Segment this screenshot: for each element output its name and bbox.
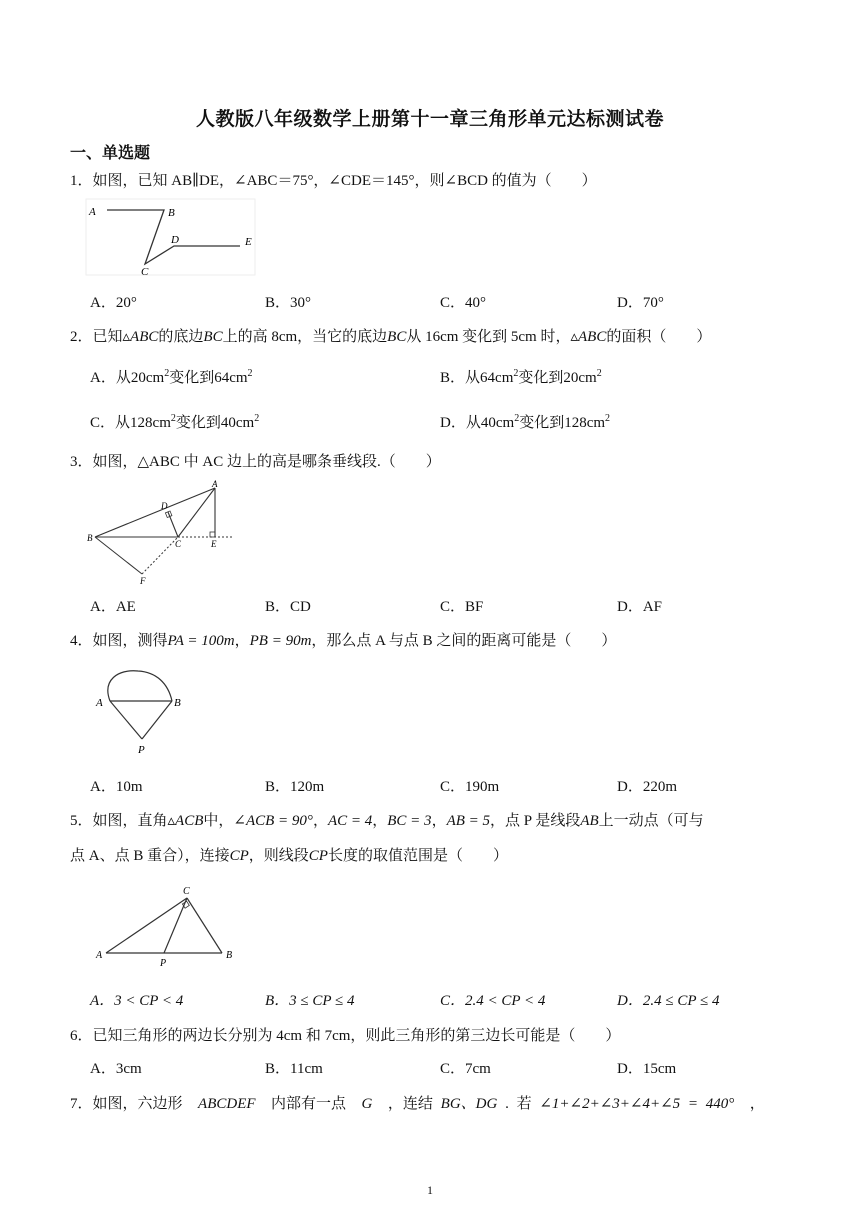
option-b: B．30° [265, 295, 312, 311]
option-c: C．40° [440, 295, 487, 311]
figure-label: C [183, 886, 190, 897]
option-b: B．120m [265, 779, 325, 795]
question-1-text: 1．如图，已知 AB∥DE，∠ABC＝75°，∠CDE＝145°，则∠BCD 的值为（ ） [70, 173, 597, 189]
option-d: D．70° [617, 295, 664, 311]
option-c: C．2.4 < CP < 4 [440, 993, 546, 1009]
option-a: A．3cm [90, 1061, 142, 1077]
figure-label: C [141, 266, 149, 278]
figure-label: A [96, 697, 103, 709]
figure-label: A [96, 950, 103, 961]
option-c: C．190m [440, 779, 500, 795]
question-6-text: 6．已知三角形的两边长分别为 4cm 和 7cm，则此三角形的第三边长可能是（ ） [70, 1028, 621, 1044]
option-a: A．20° [90, 295, 137, 311]
option-d: D．220m [617, 779, 678, 795]
question-3-text: 3．如图，△ABC 中 AC 边上的高是哪条垂线段.（ ） [70, 454, 441, 470]
figure-label: B [226, 950, 233, 961]
option-d: D．AF [617, 599, 663, 615]
question-1-figure [85, 198, 260, 280]
question-4-text: 4．如图，测得PA = 100m，PB = 90m，那么点 A 与点 B 之间的距离可能是（ ） [70, 633, 617, 649]
figure-label: P [138, 744, 145, 756]
question-5-text-line-2: 点 A、点 B 重合），连接CP，则线段CP长度的取值范围是（ ） [70, 848, 508, 864]
figure-label: C [175, 539, 182, 549]
figure-label: P [160, 958, 167, 969]
option-a: A．10m [90, 779, 143, 795]
figure-label: B [87, 533, 93, 543]
question-3-figure [85, 478, 245, 588]
section-heading: 一、单选题 [70, 143, 151, 162]
option-c: C．7cm [440, 1061, 491, 1077]
option-a: A．3 < CP < 4 [90, 993, 184, 1009]
question-4-figure [90, 665, 200, 757]
option-a: A．从$20cm^2$变化到$64cm^2$ [90, 368, 253, 386]
figure-label: E [211, 539, 217, 549]
figure-label: D [171, 234, 179, 246]
option-b: B．11cm [265, 1061, 323, 1077]
option-c: C．BF [440, 599, 484, 615]
figure-label: B [174, 697, 181, 709]
question-2-text: 2．已知▵ABC的底边BC上的高 8cm，当它的底边BC从 16cm 变化到 5cm 时，▵ABC的面积（ ） [70, 329, 712, 345]
option-b: B．3 ≤ CP ≤ 4 [265, 993, 355, 1009]
document-title: 人教版八年级数学上册第十一章三角形单元达标测试卷 [195, 108, 664, 130]
figure-label: F [140, 576, 146, 586]
figure-label: D [161, 501, 168, 511]
option-c: C．从$128cm^2$变化到$40cm^2$ [90, 413, 260, 431]
figure-label: E [245, 236, 252, 248]
option-b: B．CD [265, 599, 311, 615]
figure-label: A [89, 206, 96, 218]
question-5-text: 5．如图，直角▵ACB中，∠ACB = 90°，AC = 4，BC = 3，AB = 5，点 P 是线段AB上一动点（可与 [70, 813, 704, 829]
option-d: D．15cm [617, 1061, 677, 1077]
figure-label: A [212, 479, 218, 489]
option-d: D．从$40cm^2$变化到$128cm^2$ [440, 413, 611, 431]
question-7-text: 7．如图，六边形 ABCDEF 内部有一点 G ，连结 BG、DG . 若 ∠1+∠2+∠3+∠4+∠5 = 440° ， [70, 1096, 765, 1112]
question-5-figure [90, 882, 245, 970]
figure-label: B [168, 207, 175, 219]
option-b: B．从$64cm^2$变化到$20cm^2$ [440, 368, 602, 386]
option-a: A．AE [90, 599, 136, 615]
page-number: 1 [427, 1183, 433, 1197]
option-d: D．2.4 ≤ CP ≤ 4 [617, 993, 720, 1009]
